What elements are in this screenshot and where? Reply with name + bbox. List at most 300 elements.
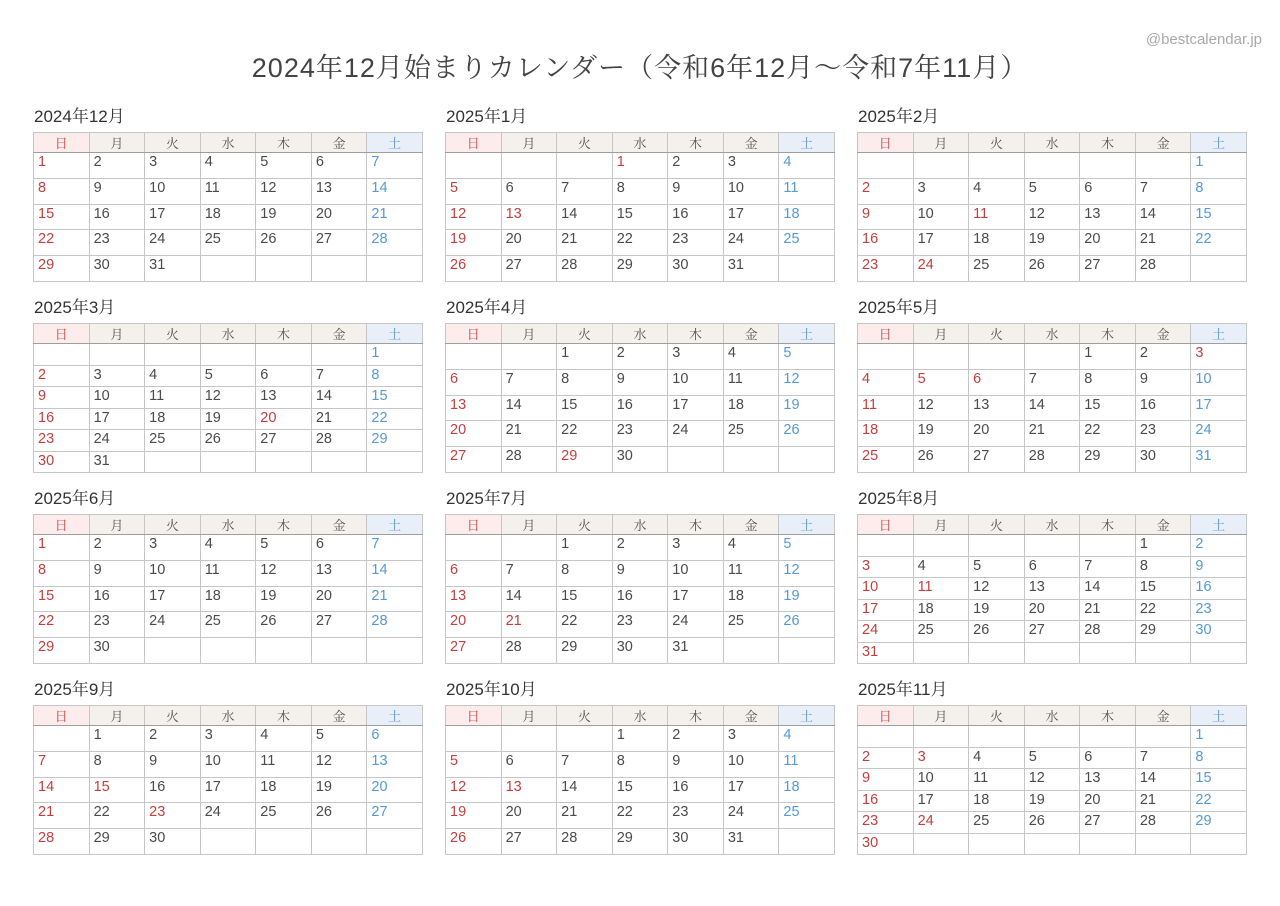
- day-cell-sat: 22: [367, 408, 423, 430]
- day-cell-mon: 11: [913, 578, 969, 600]
- weekday-header-thu: 木: [668, 133, 724, 153]
- day-cell-mon: 5: [913, 369, 969, 395]
- week-row: [34, 430, 423, 452]
- day-cell-sun: 9: [858, 204, 914, 230]
- weekday-header-tue: 火: [145, 133, 201, 153]
- day-cell-wed: 23: [612, 421, 668, 447]
- empty-cell: [311, 638, 367, 664]
- month-title: 2025年3月: [34, 298, 116, 317]
- empty-cell: [723, 638, 779, 664]
- empty-cell: [913, 642, 969, 664]
- day-cell-mon: 13: [501, 777, 557, 803]
- day-cell-thu: 20: [1080, 230, 1136, 256]
- day-cell-thu: 10: [668, 560, 724, 586]
- day-cell-wed: 26: [200, 430, 256, 452]
- weekday-header-fri: 金: [723, 133, 779, 153]
- day-cell-sat: 19: [779, 586, 835, 612]
- day-cell-sat: 31: [1191, 447, 1247, 473]
- day-cell-tue: 21: [557, 803, 613, 829]
- empty-cell: [145, 451, 201, 473]
- empty-cell: [1135, 642, 1191, 664]
- day-cell-tue: 20: [969, 421, 1025, 447]
- empty-cell: [1024, 153, 1080, 179]
- empty-cell: [913, 726, 969, 748]
- day-cell-fri: 25: [723, 421, 779, 447]
- day-cell-sun: 25: [858, 447, 914, 473]
- day-cell-tue: 3: [145, 153, 201, 179]
- weekday-header-sat: 土: [779, 133, 835, 153]
- weekday-header-fri: 金: [723, 324, 779, 344]
- week-row: [34, 777, 423, 803]
- day-cell-wed: 3: [200, 726, 256, 752]
- day-cell-thu: 23: [668, 230, 724, 256]
- day-cell-wed: 18: [200, 204, 256, 230]
- day-cell-fri: 4: [723, 344, 779, 370]
- weekday-header-row: [446, 515, 835, 535]
- day-cell-fri: 14: [311, 387, 367, 409]
- day-cell-mon: 30: [89, 256, 145, 282]
- week-row: [858, 535, 1247, 557]
- day-cell-thu: 28: [1080, 621, 1136, 643]
- weekday-header-row: [34, 324, 423, 344]
- day-cell-wed: 9: [612, 560, 668, 586]
- day-cell-sun: 29: [34, 638, 90, 664]
- weekday-header-sun: 日: [34, 324, 90, 344]
- day-cell-sat: 26: [779, 421, 835, 447]
- weekday-header-thu: 木: [668, 515, 724, 535]
- day-cell-wed: 30: [612, 638, 668, 664]
- day-cell-mon: 14: [501, 586, 557, 612]
- day-cell-tue: 2: [145, 726, 201, 752]
- day-cell-fri: 26: [311, 803, 367, 829]
- weekday-header-sun: 日: [446, 133, 502, 153]
- day-cell-sun: 6: [446, 369, 502, 395]
- empty-cell: [200, 638, 256, 664]
- week-row: [858, 747, 1247, 769]
- day-cell-fri: 21: [311, 408, 367, 430]
- day-cell-sun: 10: [858, 578, 914, 600]
- empty-cell: [1080, 833, 1136, 855]
- weekday-header-row: [34, 706, 423, 726]
- day-cell-thu: 14: [1080, 578, 1136, 600]
- week-row: [858, 726, 1247, 748]
- empty-cell: [367, 451, 423, 473]
- day-cell-sat: 13: [367, 751, 423, 777]
- empty-cell: [913, 833, 969, 855]
- day-cell-fri: 8: [1135, 556, 1191, 578]
- weekday-header-tue: 火: [557, 133, 613, 153]
- empty-cell: [1135, 833, 1191, 855]
- day-cell-wed: 15: [612, 204, 668, 230]
- weekday-header-sun: 日: [858, 324, 914, 344]
- day-cell-wed: 1: [612, 153, 668, 179]
- day-cell-thu: 24: [668, 421, 724, 447]
- weekday-header-sat: 土: [1191, 706, 1247, 726]
- month-title: 2025年1月: [446, 107, 528, 126]
- day-cell-fri: 9: [1135, 369, 1191, 395]
- day-cell-sat: 17: [1191, 395, 1247, 421]
- day-cell-mon: 2: [89, 153, 145, 179]
- day-cell-sat: 2: [1191, 535, 1247, 557]
- day-cell-thu: 19: [256, 586, 312, 612]
- month-table: [857, 514, 1247, 664]
- day-cell-fri: 10: [723, 751, 779, 777]
- day-cell-tue: 18: [969, 790, 1025, 812]
- month-block-4: [445, 297, 835, 473]
- day-cell-sat: 1: [1191, 153, 1247, 179]
- day-cell-fri: 7: [311, 365, 367, 387]
- empty-cell: [779, 638, 835, 664]
- week-row: [34, 344, 423, 366]
- week-row: [858, 447, 1247, 473]
- day-cell-thu: 30: [668, 256, 724, 282]
- day-cell-sun: 8: [34, 560, 90, 586]
- month-block-6: [33, 488, 423, 664]
- week-row: [446, 777, 835, 803]
- month-title: 2025年4月: [446, 298, 528, 317]
- empty-cell: [1135, 726, 1191, 748]
- day-cell-sun: 17: [858, 599, 914, 621]
- weekday-header-row: [858, 324, 1247, 344]
- day-cell-thu: 27: [256, 430, 312, 452]
- day-cell-mon: 10: [89, 387, 145, 409]
- weekday-header-thu: 木: [256, 706, 312, 726]
- week-row: [34, 535, 423, 561]
- day-cell-sat: 24: [1191, 421, 1247, 447]
- month-table: [857, 323, 1247, 473]
- day-cell-tue: 18: [969, 230, 1025, 256]
- day-cell-tue: 1: [557, 344, 613, 370]
- day-cell-thu: 22: [1080, 421, 1136, 447]
- day-cell-thu: 26: [256, 230, 312, 256]
- empty-cell: [969, 535, 1025, 557]
- day-cell-tue: 8: [557, 369, 613, 395]
- day-cell-sun: 22: [34, 612, 90, 638]
- day-cell-fri: 28: [311, 430, 367, 452]
- day-cell-sun: 28: [34, 829, 90, 855]
- day-cell-sat: 11: [779, 751, 835, 777]
- day-cell-thu: 2: [668, 153, 724, 179]
- day-cell-thu: 8: [1080, 369, 1136, 395]
- day-cell-sat: 16: [1191, 578, 1247, 600]
- weekday-header-row: [34, 515, 423, 535]
- day-cell-sun: 26: [446, 829, 502, 855]
- weekday-header-sat: 土: [1191, 324, 1247, 344]
- day-cell-fri: 24: [723, 230, 779, 256]
- weekday-header-tue: 火: [969, 324, 1025, 344]
- day-cell-sat: 21: [367, 204, 423, 230]
- day-cell-sat: 28: [367, 230, 423, 256]
- weekday-header-mon: 月: [913, 515, 969, 535]
- weekday-header-sat: 土: [1191, 133, 1247, 153]
- day-cell-wed: 19: [200, 408, 256, 430]
- day-cell-thu: 1: [1080, 344, 1136, 370]
- day-cell-sun: 2: [858, 747, 914, 769]
- week-row: [858, 812, 1247, 834]
- day-cell-sat: 5: [779, 344, 835, 370]
- day-cell-mon: 4: [913, 556, 969, 578]
- month-table: [33, 132, 423, 282]
- day-cell-sat: 29: [1191, 812, 1247, 834]
- day-cell-mon: 23: [89, 612, 145, 638]
- day-cell-fri: 20: [311, 586, 367, 612]
- day-cell-tue: 17: [145, 586, 201, 612]
- day-cell-sat: 12: [779, 369, 835, 395]
- day-cell-mon: 15: [89, 777, 145, 803]
- day-cell-wed: 19: [1024, 790, 1080, 812]
- day-cell-thu: 19: [256, 204, 312, 230]
- empty-cell: [501, 535, 557, 561]
- day-cell-sat: 10: [1191, 369, 1247, 395]
- weekday-header-tue: 火: [969, 133, 1025, 153]
- day-cell-sat: 3: [1191, 344, 1247, 370]
- weekday-header-sun: 日: [446, 324, 502, 344]
- week-row: [34, 256, 423, 282]
- day-cell-sun: 12: [446, 204, 502, 230]
- day-cell-tue: 14: [557, 204, 613, 230]
- day-cell-fri: 16: [1135, 395, 1191, 421]
- day-cell-thu: 17: [668, 395, 724, 421]
- day-cell-mon: 9: [89, 178, 145, 204]
- weekday-header-sun: 日: [34, 706, 90, 726]
- weekday-header-wed: 水: [1024, 133, 1080, 153]
- month-table: [857, 705, 1247, 855]
- day-cell-mon: 29: [89, 829, 145, 855]
- empty-cell: [1024, 535, 1080, 557]
- day-cell-mon: 10: [913, 769, 969, 791]
- calendar-grid: [33, 106, 1247, 855]
- weekday-header-mon: 月: [501, 706, 557, 726]
- day-cell-sat: 20: [367, 777, 423, 803]
- empty-cell: [311, 344, 367, 366]
- day-cell-sun: 23: [34, 430, 90, 452]
- empty-cell: [200, 344, 256, 366]
- weekday-header-tue: 火: [969, 706, 1025, 726]
- day-cell-sat: 5: [779, 535, 835, 561]
- week-row: [446, 204, 835, 230]
- day-cell-tue: 7: [557, 178, 613, 204]
- day-cell-wed: 21: [1024, 421, 1080, 447]
- weekday-header-sat: 土: [779, 515, 835, 535]
- weekday-header-fri: 金: [1135, 515, 1191, 535]
- weekday-header-mon: 月: [501, 324, 557, 344]
- empty-cell: [501, 153, 557, 179]
- day-cell-wed: 11: [200, 178, 256, 204]
- day-cell-thu: 15: [1080, 395, 1136, 421]
- empty-cell: [311, 829, 367, 855]
- day-cell-wed: 6: [1024, 556, 1080, 578]
- day-cell-tue: 23: [145, 803, 201, 829]
- empty-cell: [311, 451, 367, 473]
- day-cell-mon: 3: [913, 747, 969, 769]
- empty-cell: [256, 451, 312, 473]
- day-cell-fri: 13: [311, 560, 367, 586]
- day-cell-wed: 9: [612, 369, 668, 395]
- day-cell-mon: 6: [501, 751, 557, 777]
- day-cell-tue: 22: [557, 612, 613, 638]
- weekday-header-sat: 土: [779, 706, 835, 726]
- day-cell-sun: 1: [34, 153, 90, 179]
- week-row: [446, 726, 835, 752]
- day-cell-mon: 2: [89, 535, 145, 561]
- day-cell-thu: 5: [256, 535, 312, 561]
- week-row: [446, 395, 835, 421]
- week-row: [858, 256, 1247, 282]
- day-cell-fri: 3: [723, 726, 779, 752]
- weekday-header-wed: 水: [612, 324, 668, 344]
- weekday-header-thu: 木: [256, 133, 312, 153]
- day-cell-mon: 30: [89, 638, 145, 664]
- day-cell-thu: 4: [256, 726, 312, 752]
- week-row: [446, 535, 835, 561]
- day-cell-thu: 10: [668, 369, 724, 395]
- day-cell-tue: 5: [969, 556, 1025, 578]
- day-cell-sun: 14: [34, 777, 90, 803]
- week-row: [858, 556, 1247, 578]
- week-row: [34, 751, 423, 777]
- weekday-header-row: [446, 706, 835, 726]
- day-cell-thu: 23: [668, 803, 724, 829]
- day-cell-mon: 22: [89, 803, 145, 829]
- day-cell-tue: 4: [969, 747, 1025, 769]
- weekday-header-fri: 金: [311, 324, 367, 344]
- week-row: [34, 451, 423, 473]
- day-cell-thu: 27: [1080, 256, 1136, 282]
- day-cell-thu: 13: [1080, 769, 1136, 791]
- day-cell-sat: 7: [367, 153, 423, 179]
- day-cell-fri: 1: [1135, 535, 1191, 557]
- weekday-header-tue: 火: [145, 515, 201, 535]
- day-cell-mon: 7: [501, 560, 557, 586]
- day-cell-fri: 18: [723, 586, 779, 612]
- weekday-header-row: [446, 133, 835, 153]
- day-cell-thu: 25: [256, 803, 312, 829]
- month-block-3: [33, 297, 423, 473]
- empty-cell: [1024, 726, 1080, 748]
- week-row: [446, 344, 835, 370]
- day-cell-wed: 24: [200, 803, 256, 829]
- day-cell-tue: 9: [145, 751, 201, 777]
- week-row: [858, 599, 1247, 621]
- weekday-header-sun: 日: [446, 706, 502, 726]
- week-row: [858, 344, 1247, 370]
- day-cell-tue: 13: [969, 395, 1025, 421]
- empty-cell: [858, 535, 914, 557]
- day-cell-mon: 3: [913, 178, 969, 204]
- day-cell-wed: 27: [1024, 621, 1080, 643]
- day-cell-fri: 29: [1135, 621, 1191, 643]
- week-row: [446, 751, 835, 777]
- day-cell-fri: 31: [723, 829, 779, 855]
- week-row: [446, 369, 835, 395]
- empty-cell: [367, 638, 423, 664]
- weekday-header-thu: 木: [668, 706, 724, 726]
- week-row: [446, 153, 835, 179]
- day-cell-sun: 6: [446, 560, 502, 586]
- day-cell-thu: 6: [256, 365, 312, 387]
- empty-cell: [89, 344, 145, 366]
- empty-cell: [723, 447, 779, 473]
- page-title: 2024年12月始まりカレンダー（令和6年12月～令和7年11月）: [251, 53, 1029, 83]
- day-cell-sat: 25: [779, 230, 835, 256]
- day-cell-sun: 27: [446, 638, 502, 664]
- month-title: 2025年5月: [858, 298, 940, 317]
- day-cell-wed: 22: [612, 803, 668, 829]
- month-title: 2025年7月: [446, 489, 528, 508]
- day-cell-sun: 20: [446, 612, 502, 638]
- weekday-header-wed: 水: [200, 706, 256, 726]
- week-row: [858, 369, 1247, 395]
- day-cell-fri: 10: [723, 178, 779, 204]
- day-cell-tue: 22: [557, 421, 613, 447]
- day-cell-tue: 10: [145, 560, 201, 586]
- empty-cell: [501, 726, 557, 752]
- day-cell-wed: 4: [200, 153, 256, 179]
- empty-cell: [256, 344, 312, 366]
- day-cell-tue: 14: [557, 777, 613, 803]
- day-cell-wed: 4: [200, 535, 256, 561]
- empty-cell: [1024, 344, 1080, 370]
- week-row: [446, 447, 835, 473]
- empty-cell: [1080, 153, 1136, 179]
- day-cell-sat: 18: [779, 777, 835, 803]
- day-cell-wed: 18: [200, 586, 256, 612]
- day-cell-wed: 5: [1024, 747, 1080, 769]
- weekday-header-sat: 土: [367, 133, 423, 153]
- day-cell-thu: 24: [668, 612, 724, 638]
- day-cell-sun: 20: [446, 421, 502, 447]
- day-cell-wed: 1: [612, 726, 668, 752]
- weekday-header-wed: 水: [1024, 324, 1080, 344]
- empty-cell: [779, 256, 835, 282]
- month-table: [445, 705, 835, 855]
- empty-cell: [779, 829, 835, 855]
- day-cell-tue: 25: [969, 256, 1025, 282]
- day-cell-tue: 27: [969, 447, 1025, 473]
- day-cell-wed: 11: [200, 560, 256, 586]
- week-row: [446, 256, 835, 282]
- day-cell-mon: 16: [89, 204, 145, 230]
- day-cell-tue: 11: [145, 387, 201, 409]
- day-cell-tue: 31: [145, 256, 201, 282]
- day-cell-wed: 5: [200, 365, 256, 387]
- day-cell-sat: 15: [367, 387, 423, 409]
- day-cell-sun: 23: [858, 812, 914, 834]
- day-cell-mon: 17: [913, 230, 969, 256]
- weekday-header-fri: 金: [311, 706, 367, 726]
- weekday-header-sun: 日: [34, 133, 90, 153]
- month-table: [857, 132, 1247, 282]
- empty-cell: [446, 726, 502, 752]
- day-cell-mon: 17: [913, 790, 969, 812]
- empty-cell: [858, 344, 914, 370]
- day-cell-sat: 4: [779, 726, 835, 752]
- day-cell-mon: 27: [501, 829, 557, 855]
- day-cell-sat: 22: [1191, 790, 1247, 812]
- week-row: [34, 365, 423, 387]
- weekday-header-row: [858, 706, 1247, 726]
- weekday-header-sat: 土: [367, 515, 423, 535]
- day-cell-sun: 9: [858, 769, 914, 791]
- empty-cell: [913, 344, 969, 370]
- day-cell-sun: 16: [858, 230, 914, 256]
- day-cell-fri: 28: [1135, 812, 1191, 834]
- week-row: [34, 178, 423, 204]
- day-cell-fri: 23: [1135, 421, 1191, 447]
- weekday-header-mon: 月: [89, 133, 145, 153]
- day-cell-thu: 9: [668, 178, 724, 204]
- day-cell-sat: 28: [367, 612, 423, 638]
